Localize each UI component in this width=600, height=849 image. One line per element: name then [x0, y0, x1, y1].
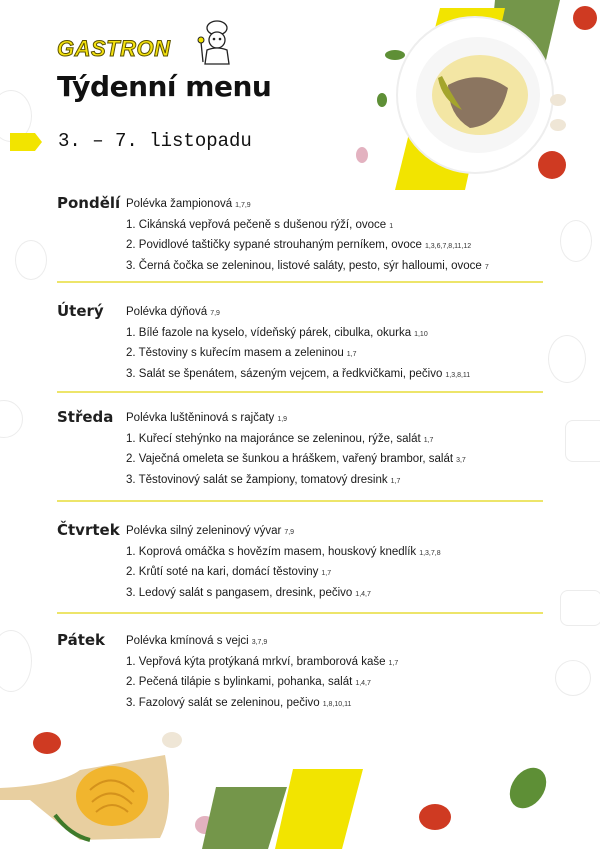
allergens: 1,3,7,8 [419, 549, 441, 557]
doodle-icon [15, 240, 47, 280]
meal-text: 3. Salát se špenátem, sázeným vejcem, a ředkvičkami, pečivo [126, 367, 443, 380]
meal-text: 2. Vaječná omeleta se šunkou a hráškem, vařený brambor, salát [126, 453, 454, 465]
doodle-icon [0, 400, 23, 438]
meal-item [126, 673, 398, 694]
meal-text: 3. Fazolový salát se zeleninou, pečivo [126, 696, 320, 709]
meal-item [126, 543, 441, 564]
allergens: 1,8,10,11 [322, 700, 352, 708]
soup-item [126, 522, 441, 543]
meal-item [126, 365, 470, 386]
doodle-icon [560, 590, 600, 626]
soup-text: Polévka kmínová s vejci [126, 635, 249, 647]
meal-list [126, 409, 466, 491]
allergens: 1 [389, 222, 394, 230]
meal-text: 1. Koprová omáčka s hovězím masem, houskový knedlík [126, 545, 417, 558]
doodle-icon [560, 220, 592, 262]
meal-item [126, 450, 466, 471]
meal-text: 2. Pečená tilápie s bylinkami, pohanka, salát [126, 676, 353, 688]
meal-item [126, 471, 466, 492]
doodle-icon [0, 630, 32, 692]
meal-list [126, 195, 489, 277]
soup-text: Polévka silný zeleninový vývar [126, 525, 282, 537]
allergens: 1,4,7 [355, 590, 371, 598]
allergens: 7,9 [210, 310, 220, 317]
meal-text: 1. Vepřová kýta protýkaná mrkví, bramborová kaše [126, 655, 386, 668]
meal-text: 2. Povidlové taštičky sypané strouhaným perníkem, ovoce [126, 239, 422, 251]
soup-item [126, 303, 470, 324]
meal-text: 2. Těstoviny s kuřecím masem a zeleninou [126, 347, 344, 359]
day-name: Čtvrtek [57, 521, 120, 539]
allergens: 1,4,7 [355, 680, 371, 687]
soup-text: Polévka žampionová [126, 198, 233, 210]
section-separator [57, 612, 543, 614]
doodle-icon [565, 420, 600, 462]
meal-text: 3. Ledový salát s pangasem, dresink, pečivo [126, 586, 353, 599]
meal-text: 1. Bílé fazole na kyselo, vídeňský párek, cibulka, okurka [126, 326, 412, 339]
hero-dish-image [330, 0, 600, 200]
allergens: 1,7 [346, 351, 357, 358]
allergens: 7,9 [284, 529, 295, 536]
allergens: 1,7 [388, 659, 399, 667]
date-arrow-icon [10, 133, 42, 151]
soup-item [126, 632, 398, 653]
doodle-icon [555, 660, 591, 696]
meal-item [126, 257, 489, 278]
soup-item [126, 195, 489, 216]
day-name: Pátek [57, 631, 106, 649]
meal-item [126, 344, 470, 365]
brand-logo: GASTRON [57, 36, 171, 61]
meal-text: 3. Černá čočka se zeleninou, listové saláty, pesto, sýr halloumi, ovoce [126, 259, 482, 272]
day-name: Úterý [57, 302, 104, 320]
day-name: Pondělí [57, 194, 121, 212]
allergens: 1,7 [321, 570, 332, 577]
meal-list [126, 303, 470, 385]
allergens: 1,7 [423, 436, 434, 444]
meal-item [126, 430, 466, 451]
allergens: 3,7 [456, 457, 466, 464]
meal-item [126, 324, 470, 345]
section-separator [57, 391, 543, 393]
page-title: Týdenní menu [57, 70, 272, 103]
allergens: 1,10 [414, 330, 428, 338]
allergens: 3,7,9 [251, 639, 268, 646]
meal-item [126, 653, 398, 674]
soup-text: Polévka luštěninová s rajčaty [126, 412, 275, 424]
meal-text: 2. Krůtí soté na kari, domácí těstoviny [126, 566, 319, 578]
meal-item [126, 236, 489, 257]
soup-item [126, 409, 466, 430]
meal-text: 1. Cikánská vepřová pečeně s dušenou rýží, ovoce [126, 218, 387, 231]
allergens: 7 [484, 263, 489, 271]
meal-list [126, 522, 441, 604]
meal-text: 1. Kuřecí stehýnko na majoránce se zeleninou, rýže, salát [126, 432, 421, 445]
meal-text: 3. Těstovinový salát se žampiony, tomatový dresink [126, 473, 388, 486]
doodle-icon [548, 335, 586, 383]
footer-food-image [0, 700, 600, 849]
day-name: Středa [57, 408, 114, 426]
meal-item [126, 563, 441, 584]
meal-item [126, 216, 489, 237]
allergens: 1,9 [277, 416, 288, 423]
allergens: 1,3,8,11 [445, 371, 471, 379]
allergens: 1,7 [390, 477, 401, 485]
meal-item [126, 584, 441, 605]
allergens: 1,3,6,7,8,11,12 [424, 243, 472, 250]
chef-mascot-icon [195, 20, 237, 68]
section-separator [57, 281, 543, 283]
soup-text: Polévka dýňová [126, 306, 208, 318]
allergens: 1,7,9 [235, 202, 251, 209]
date-range: 3. – 7. listopadu [58, 130, 252, 152]
section-separator [57, 500, 543, 502]
